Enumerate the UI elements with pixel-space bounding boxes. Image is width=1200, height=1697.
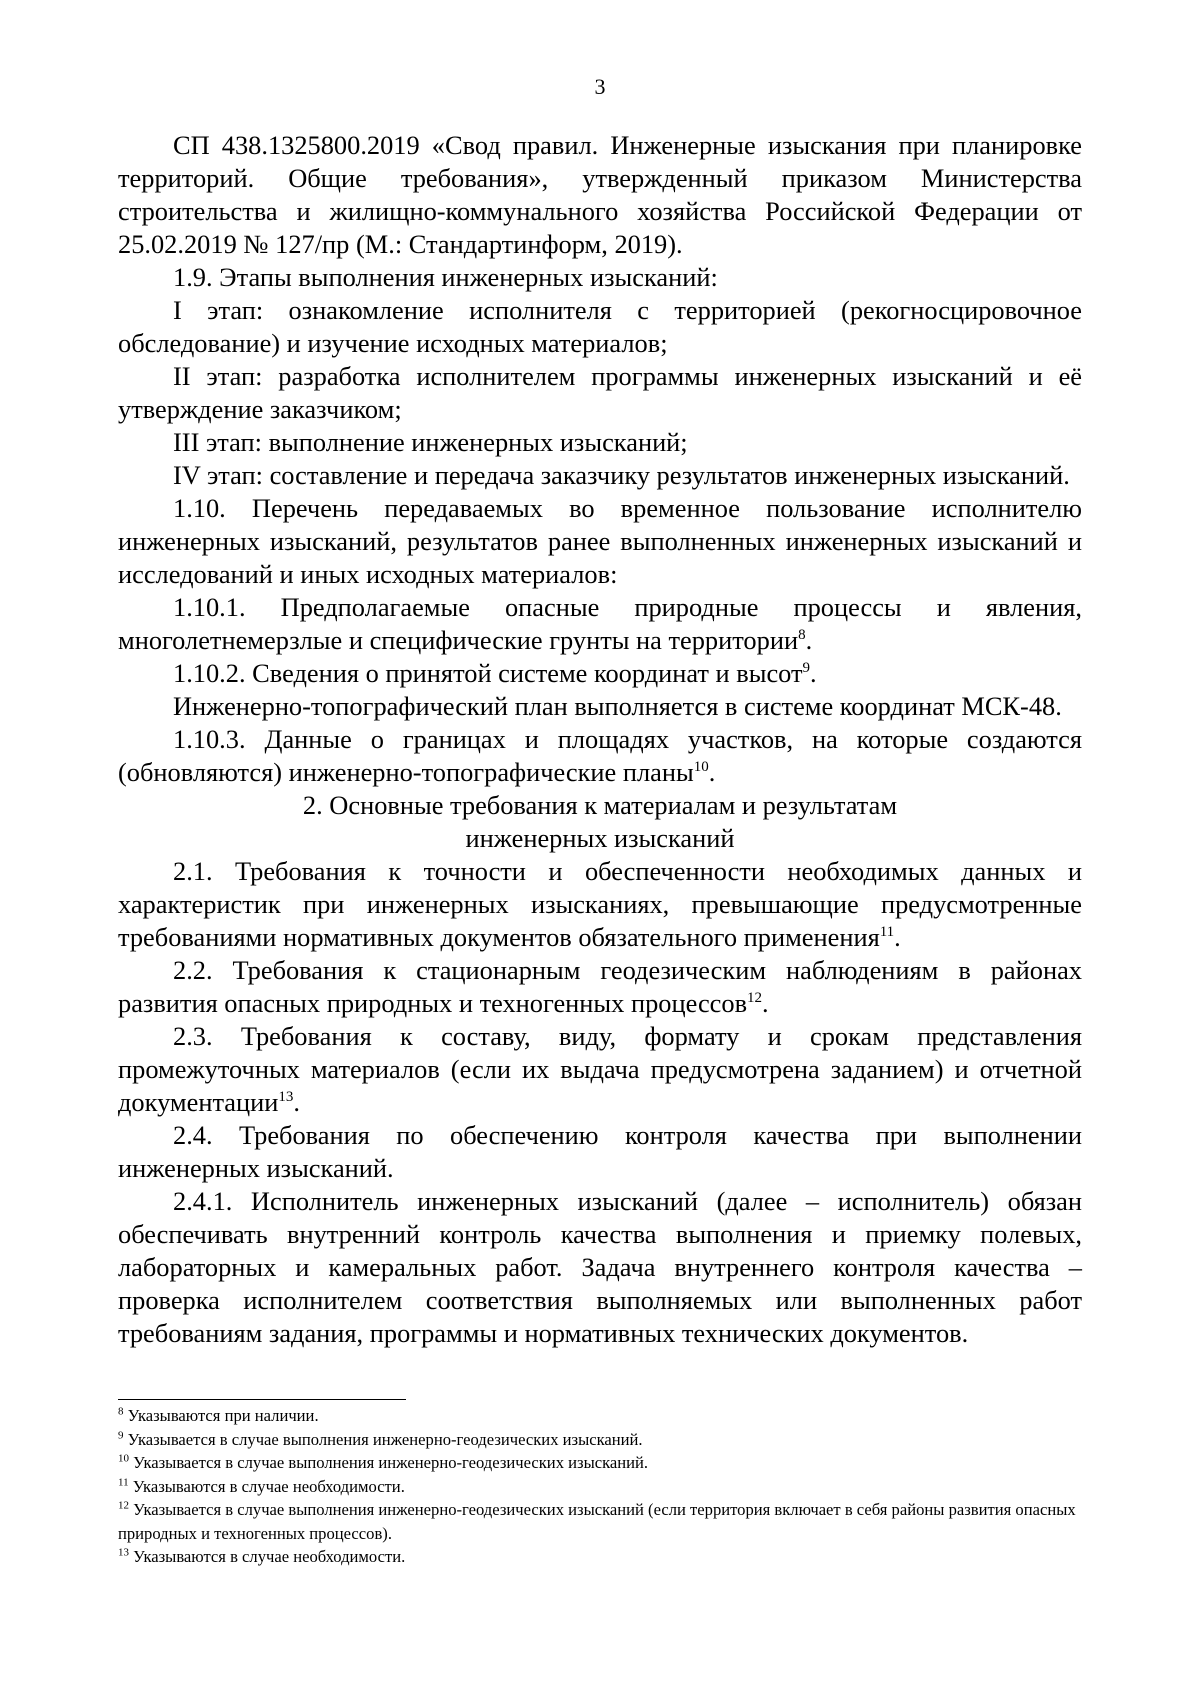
footnote-divider xyxy=(118,1399,406,1400)
paragraph: II этап: разработка исполнителем программы инженерных изысканий и её утверждение заказчиком; xyxy=(118,361,1082,424)
paragraph: 1.9. Этапы выполнения инженерных изысканий: xyxy=(173,262,718,292)
paragraph: Инженерно-топографический план выполняется в системе координат МСК-48. xyxy=(173,691,1062,721)
paragraph: I этап: ознакомление исполнителя с территорией (рекогносцировочное обследование) и изучение исходных материалов; xyxy=(118,295,1082,358)
footnote-ref[interactable]: 12 xyxy=(747,990,763,1007)
paragraph: 2.4.1. Исполнитель инженерных изысканий (далее – исполнитель) обязан обеспечивать внутренний контроль качества выполнения и приемку полевых, лабораторных и камеральных работ. Задача внутреннего контроля качества – проверка исполнителем соответствия выполняемых или выполненных работ требованиям задания, программы и нормативных технических документов. xyxy=(118,1186,1082,1348)
paragraph: 2.1. Требования к точности и обеспеченности необходимых данных и характеристик при инженерных изысканиях, превышающие предусмотренные требованиями нормативных документов обязательного применения$^{11}$. xyxy=(118,856,1082,952)
footnote: $^9$ Указывается в случае выполнения инженерно-геодезических изысканий. xyxy=(118,1428,643,1449)
paragraph: 2.3. Требования к составу, виду, формату и срокам представления промежуточных материалов (если их выдача предусмотрена заданием) и отчетной документации$^{13}$. xyxy=(118,1021,1082,1117)
paragraph: 1.10.1. Предполагаемые опасные природные процессы и явления, многолетнемерзлые и специфические грунты на территории$^8$. xyxy=(118,592,1082,655)
paragraph: 1.10. Перечень передаваемых во временное пользование исполнителю инженерных изысканий, результатов ранее выполненных инженерных изысканий и исследований и иных исходных материалов: xyxy=(118,493,1082,589)
footnotes xyxy=(118,1404,1082,1569)
footnote: $^{10}$ Указывается в случае выполнения инженерно-геодезических изысканий. xyxy=(118,1452,649,1472)
footnote-ref[interactable]: 9 xyxy=(802,660,811,677)
footnote-ref[interactable]: 11 xyxy=(879,924,895,941)
footnote: $^8$ Указываются при наличии. xyxy=(118,1405,319,1425)
footnote: $^{12}$ Указывается в случае выполнения инженерно-геодезических изысканий (если территория включает в себя районы развития опасных природных и техногенных процессов). xyxy=(118,1499,1076,1543)
footnote: $^{11}$ Указываются в случае необходимости. xyxy=(118,1475,405,1496)
paragraph: 1.10.3. Данные о границах и площадях участков, на которые создаются (обновляются) инженерно-топографические планы$^{10}$. xyxy=(118,724,1082,787)
page-number: 3 xyxy=(594,74,606,99)
paragraph: III этап: выполнение инженерных изысканий; xyxy=(173,427,688,457)
section-heading: 2. Основные требования к материалам и результатам инженерных изысканий xyxy=(302,790,898,853)
footnote-ref[interactable]: 13 xyxy=(278,1089,294,1106)
footnote-ref[interactable]: 10 xyxy=(693,759,709,776)
paragraph: 2.4. Требования по обеспечению контроля качества при выполнении инженерных изысканий. xyxy=(118,1120,1082,1183)
paragraph: 2.2. Требования к стационарным геодезическим наблюдениям в районах развития опасных природных и техногенных процессов$^{12}$. xyxy=(118,955,1082,1018)
paragraph: IV этап: составление и передача заказчику результатов инженерных изысканий. xyxy=(173,460,1070,490)
footnote: $^{13}$ Указываются в случае необходимости. xyxy=(118,1546,406,1566)
paragraph: СП 438.1325800.2019 «Свод правил. Инженерные изыскания при планировке территорий. Общие требования», утвержденный приказом Министерства строительства и жилищно-коммунального хозяйства Российской Федерации от 25.02.2019 № 127/пр (М.: Стандартинформ, 2019). xyxy=(118,130,1082,259)
footnote-ref[interactable]: 8 xyxy=(798,627,806,644)
document-body xyxy=(118,129,1082,1350)
paragraph: 1.10.2. Сведения о принятой системе координат и высот$^9$. xyxy=(173,658,817,688)
